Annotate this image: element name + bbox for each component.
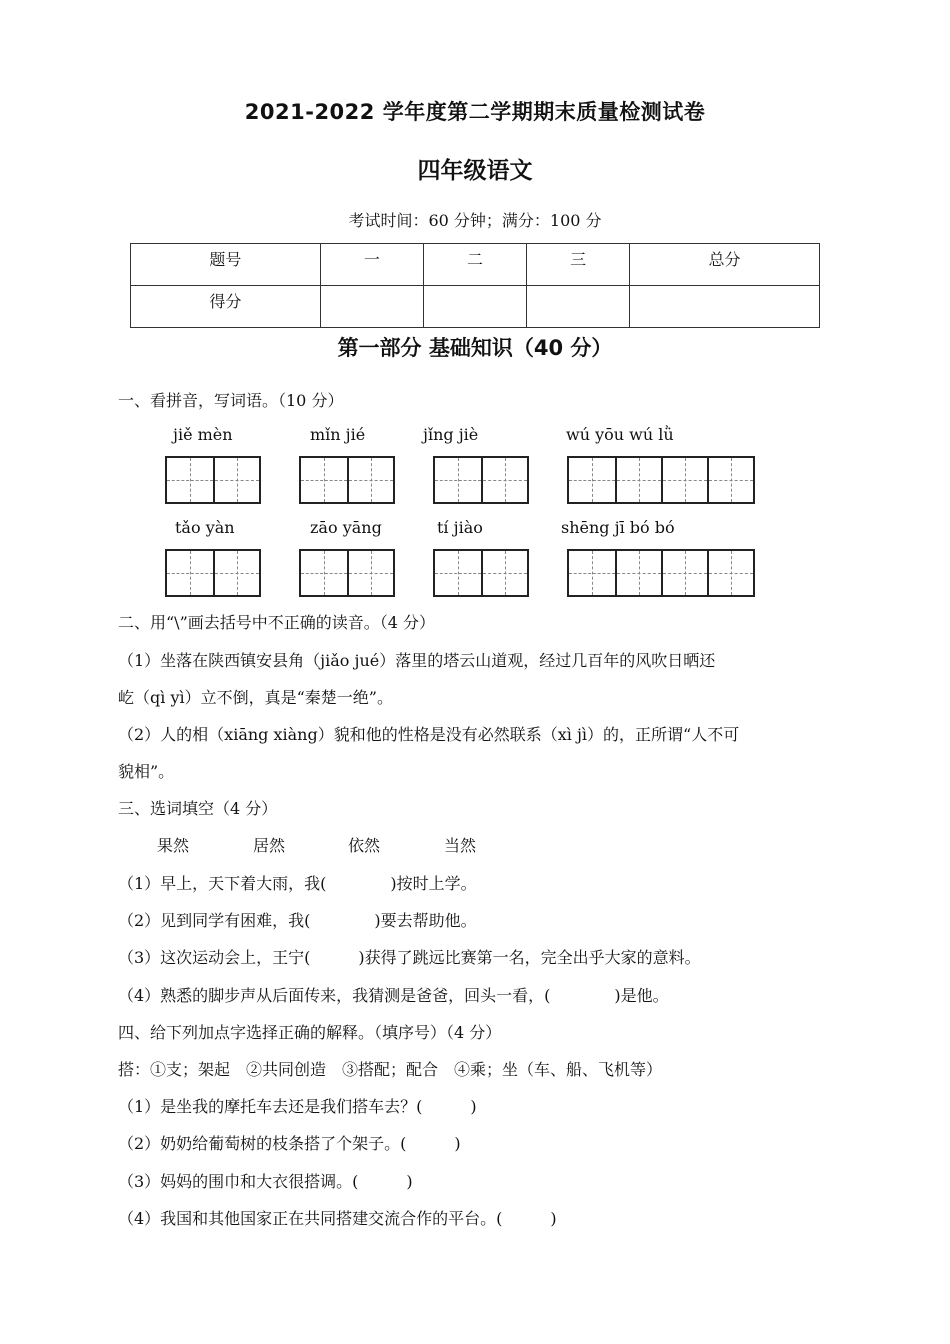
q4-item: （3）妈妈的围巾和大衣很搭调。( )	[118, 1172, 413, 1191]
writing-cell[interactable]	[615, 551, 661, 595]
score-table-score-row	[131, 286, 820, 328]
writing-cell[interactable]	[301, 458, 347, 502]
pinyin-label: jǐng jiè	[423, 425, 479, 444]
writing-grid[interactable]	[567, 456, 755, 504]
writing-cell[interactable]	[661, 551, 707, 595]
writing-cell[interactable]	[435, 458, 481, 502]
writing-grid[interactable]	[433, 456, 529, 504]
q2-item1-line2: 屹（qì yì）立不倒，真是“秦楚一绝”。	[118, 688, 393, 707]
pinyin-label: tí jiào	[437, 518, 483, 537]
score-input-cell[interactable]	[423, 286, 526, 328]
score-input-cell[interactable]	[320, 286, 423, 328]
score-table-cell: 得分	[131, 286, 321, 328]
score-table	[130, 243, 820, 328]
word-option: 依然	[348, 836, 381, 855]
q2-item2-line2: 貌相”。	[118, 762, 175, 781]
q2-item1-line1: （1）坐落在陕西镇安县角（jiǎo jué）落里的塔云山道观，经过几百年的风吹日晒还	[118, 651, 716, 670]
writing-cell[interactable]	[481, 458, 527, 502]
q1-title: 一、看拼音，写词语。（10 分）	[118, 391, 344, 410]
writing-cell[interactable]	[301, 551, 347, 595]
q3-item: （1）早上，天下着大雨，我( )按时上学。	[118, 874, 477, 893]
writing-grid[interactable]	[165, 549, 261, 597]
pinyin-label: zāo yāng	[310, 518, 382, 537]
q2-item2-line1: （2）人的相（xiāng xiàng）貌和他的性格是没有必然联系（xì jì）的，正所谓“人不可	[118, 725, 740, 744]
q2-title: 二、用“\”画去括号中不正确的读音。（4 分）	[118, 613, 436, 632]
writing-cell[interactable]	[167, 551, 213, 595]
pinyin-label: tǎo yàn	[175, 518, 235, 537]
writing-cell[interactable]	[213, 551, 259, 595]
writing-cell[interactable]	[213, 458, 259, 502]
q3-title: 三、选词填空（4 分）	[118, 799, 278, 818]
q3-item: （2）见到同学有困难，我( )要去帮助他。	[118, 911, 477, 930]
pinyin-label: wú yōu wú lǜ	[566, 425, 674, 444]
word-option: 居然	[253, 836, 286, 855]
score-table-header-row	[131, 244, 820, 286]
score-table-cell: 三	[527, 244, 630, 286]
writing-cell[interactable]	[347, 458, 393, 502]
score-input-cell[interactable]	[527, 286, 630, 328]
writing-grid[interactable]	[567, 549, 755, 597]
score-table-cell: 题号	[131, 244, 321, 286]
writing-cell[interactable]	[435, 551, 481, 595]
writing-cell[interactable]	[707, 551, 753, 595]
pinyin-label: jiě mèn	[173, 425, 233, 444]
writing-grid[interactable]	[299, 549, 395, 597]
writing-cell[interactable]	[167, 458, 213, 502]
writing-cell[interactable]	[481, 551, 527, 595]
writing-cell[interactable]	[569, 458, 615, 502]
word-option: 当然	[444, 836, 477, 855]
part1-title: 第一部分 基础知识（40 分）	[337, 336, 613, 360]
q3-item: （4）熟悉的脚步声从后面传来，我猜测是爸爸，回头一看，( )是他。	[118, 986, 669, 1005]
writing-cell[interactable]	[615, 458, 661, 502]
q4-title: 四、给下列加点字选择正确的解释。（填序号）（4 分）	[118, 1023, 502, 1042]
q4-definitions: 搭：①支；架起 ②共同创造 ③搭配；配合 ④乘；坐（车、船、飞机等）	[118, 1060, 663, 1079]
pinyin-label: shēng jī bó bó	[561, 518, 675, 537]
q3-item: （3）这次运动会上，王宁( )获得了跳远比赛第一名，完全出乎大家的意料。	[118, 948, 701, 967]
writing-cell[interactable]	[569, 551, 615, 595]
writing-grid[interactable]	[165, 456, 261, 504]
exam-subtitle: 四年级语文	[417, 158, 533, 184]
score-input-cell[interactable]	[630, 286, 820, 328]
score-table-cell: 二	[423, 244, 526, 286]
pinyin-label: mǐn jié	[310, 425, 366, 444]
score-table-cell: 一	[320, 244, 423, 286]
word-option: 果然	[157, 836, 190, 855]
writing-grid[interactable]	[433, 549, 529, 597]
score-table-cell: 总分	[630, 244, 820, 286]
writing-cell[interactable]	[707, 458, 753, 502]
q4-item: （4）我国和其他国家正在共同搭建交流合作的平台。( )	[118, 1209, 557, 1228]
exam-title: 2021-2022 学年度第二学期期末质量检测试卷	[244, 100, 706, 124]
q4-item: （2）奶奶给葡萄树的枝条搭了个架子。( )	[118, 1134, 461, 1153]
q4-item: （1）是坐我的摩托车去还是我们搭车去？( )	[118, 1097, 477, 1116]
writing-cell[interactable]	[661, 458, 707, 502]
writing-cell[interactable]	[347, 551, 393, 595]
exam-info: 考试时间：60 分钟；满分：100 分	[348, 211, 602, 230]
writing-grid[interactable]	[299, 456, 395, 504]
